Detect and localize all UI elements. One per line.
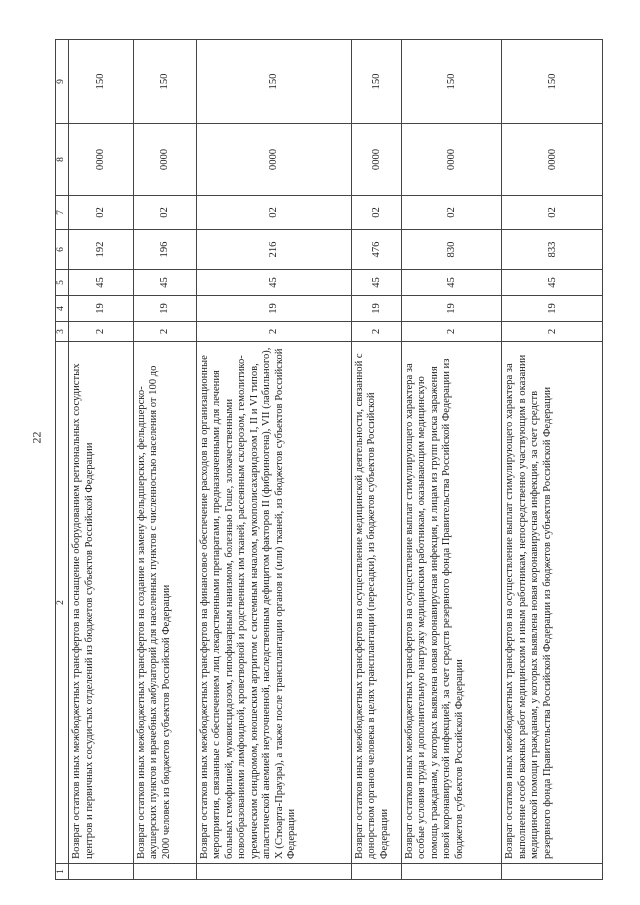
code-cell: 0000 [502, 124, 603, 196]
code-cell: 2 [401, 322, 502, 342]
description-cell: Возврат остатков иных межбюджетных трансфертов на оснащение оборудованием региональных сосудистых центров и первичных сосудистых отделений из бюджетов субъектов Российской Федерации [69, 342, 134, 864]
code-cell: 150 [502, 40, 603, 124]
code-cell: 45 [196, 270, 351, 296]
row-index-cell [196, 864, 351, 880]
code-cell: 19 [401, 296, 502, 322]
table-row [69, 40, 134, 880]
code-cell: 0000 [401, 124, 502, 196]
code-cell: 19 [502, 296, 603, 322]
budget-table [55, 39, 603, 880]
code-cell: 02 [196, 196, 351, 230]
row-index-cell [401, 864, 502, 880]
header-cell: 4 [56, 296, 69, 322]
code-cell: 2 [351, 322, 401, 342]
description-cell: Возврат остатков иных межбюджетных трансфертов на финансовое обеспечение расходов на организационные мероприятия, связанные с обеспечением лиц лекарственными препаратами, предназначенными для лечения больных гемофилией, муковисцидозом, гипофизарным нанизмом, болезнью Гоше, злокачественными новообразованиями лимфоидной, кроветворной и родственных им тканей, рассеянным склерозом, гемолитико-уремическим синдромом, юношеским артритом с системным началом, мукополисахаридозом I, II и VI типов, апластической анемией неуточненной, наследственным дефицитом факторов II (фибриногена), VII (лабильного), X (Стюарта-Праузра), а также после трансплантации органов и (или) тканей, из бюджетов субъектов Российской Федерации [196, 342, 351, 864]
code-cell: 19 [133, 296, 196, 322]
code-cell: 19 [196, 296, 351, 322]
table-row [196, 40, 351, 880]
header-cell: 2 [56, 342, 69, 864]
code-cell: 45 [401, 270, 502, 296]
code-cell: 150 [69, 40, 134, 124]
header-cell: 9 [56, 40, 69, 124]
code-cell: 150 [351, 40, 401, 124]
code-cell: 45 [502, 270, 603, 296]
code-cell: 476 [351, 230, 401, 270]
code-cell: 19 [69, 296, 134, 322]
code-cell: 196 [133, 230, 196, 270]
code-cell: 216 [196, 230, 351, 270]
code-cell: 02 [351, 196, 401, 230]
code-cell: 02 [69, 196, 134, 230]
table-row [351, 40, 401, 880]
header-cell: 5 [56, 270, 69, 296]
code-cell: 2 [69, 322, 134, 342]
code-cell: 0000 [351, 124, 401, 196]
code-cell: 0000 [133, 124, 196, 196]
table-container [55, 40, 603, 880]
code-cell: 45 [69, 270, 134, 296]
code-cell: 02 [401, 196, 502, 230]
row-index-cell [502, 864, 603, 880]
description-cell: Возврат остатков иных межбюджетных трансфертов на осуществление медицинской деятельности, связанной с донорством органов человека в целях трансплантации (пересадки), из бюджетов субъектов Российской Федерации [351, 342, 401, 864]
page-number: 22 [29, 431, 44, 444]
code-cell: 45 [351, 270, 401, 296]
code-cell: 150 [133, 40, 196, 124]
table-row [133, 40, 196, 880]
code-cell: 833 [502, 230, 603, 270]
description-cell: Возврат остатков иных межбюджетных трансфертов на осуществление выплат стимулирующего характера за особые условия труда и дополнительную нагрузку медицинским работникам, оказывающим медицинскую помощь гражданам, у которых выявлена новая коронавирусная инфекция, и лицам из групп риска заражения новой коронавирусной инфекцией, за счет средств резервного фонда Правительства Российской Федерации из бюджетов субъектов Российской Федерации [401, 342, 502, 864]
code-cell: 45 [133, 270, 196, 296]
row-index-cell [351, 864, 401, 880]
row-index-cell [69, 864, 134, 880]
row-index-cell [133, 864, 196, 880]
description-cell: Возврат остатков иных межбюджетных трансфертов на создание и замену фельдшерских, фельдшерско-акушерских пунктов и врачебных амбулаторий для населенных пунктов с численностью населения от 100 до 2000 человек из бюджетов субъектов Российской Федерации [133, 342, 196, 864]
description-cell: Возврат остатков иных межбюджетных трансфертов на осуществление выплат стимулирующего характера за выполнение особо важных работ медицинским и иным работникам, непосредственно участвующим в оказании медицинской помощи гражданам, у которых выявлена новая коронавирусная инфекция, за счет средств резервного фонда Правительства Российской Федерации из бюджетов субъектов Российской Федерации [502, 342, 603, 864]
code-cell: 192 [69, 230, 134, 270]
code-cell: 2 [502, 322, 603, 342]
code-cell: 02 [133, 196, 196, 230]
header-row [56, 40, 69, 880]
code-cell: 19 [351, 296, 401, 322]
code-cell: 0000 [69, 124, 134, 196]
header-cell: 8 [56, 124, 69, 196]
code-cell: 02 [502, 196, 603, 230]
code-cell: 830 [401, 230, 502, 270]
table-row [502, 40, 603, 880]
code-cell: 2 [133, 322, 196, 342]
header-cell: 1 [56, 864, 69, 880]
header-cell: 7 [56, 196, 69, 230]
code-cell: 150 [401, 40, 502, 124]
header-cell: 6 [56, 230, 69, 270]
code-cell: 0000 [196, 124, 351, 196]
code-cell: 150 [196, 40, 351, 124]
code-cell: 2 [196, 322, 351, 342]
table-row [401, 40, 502, 880]
header-cell: 3 [56, 322, 69, 342]
